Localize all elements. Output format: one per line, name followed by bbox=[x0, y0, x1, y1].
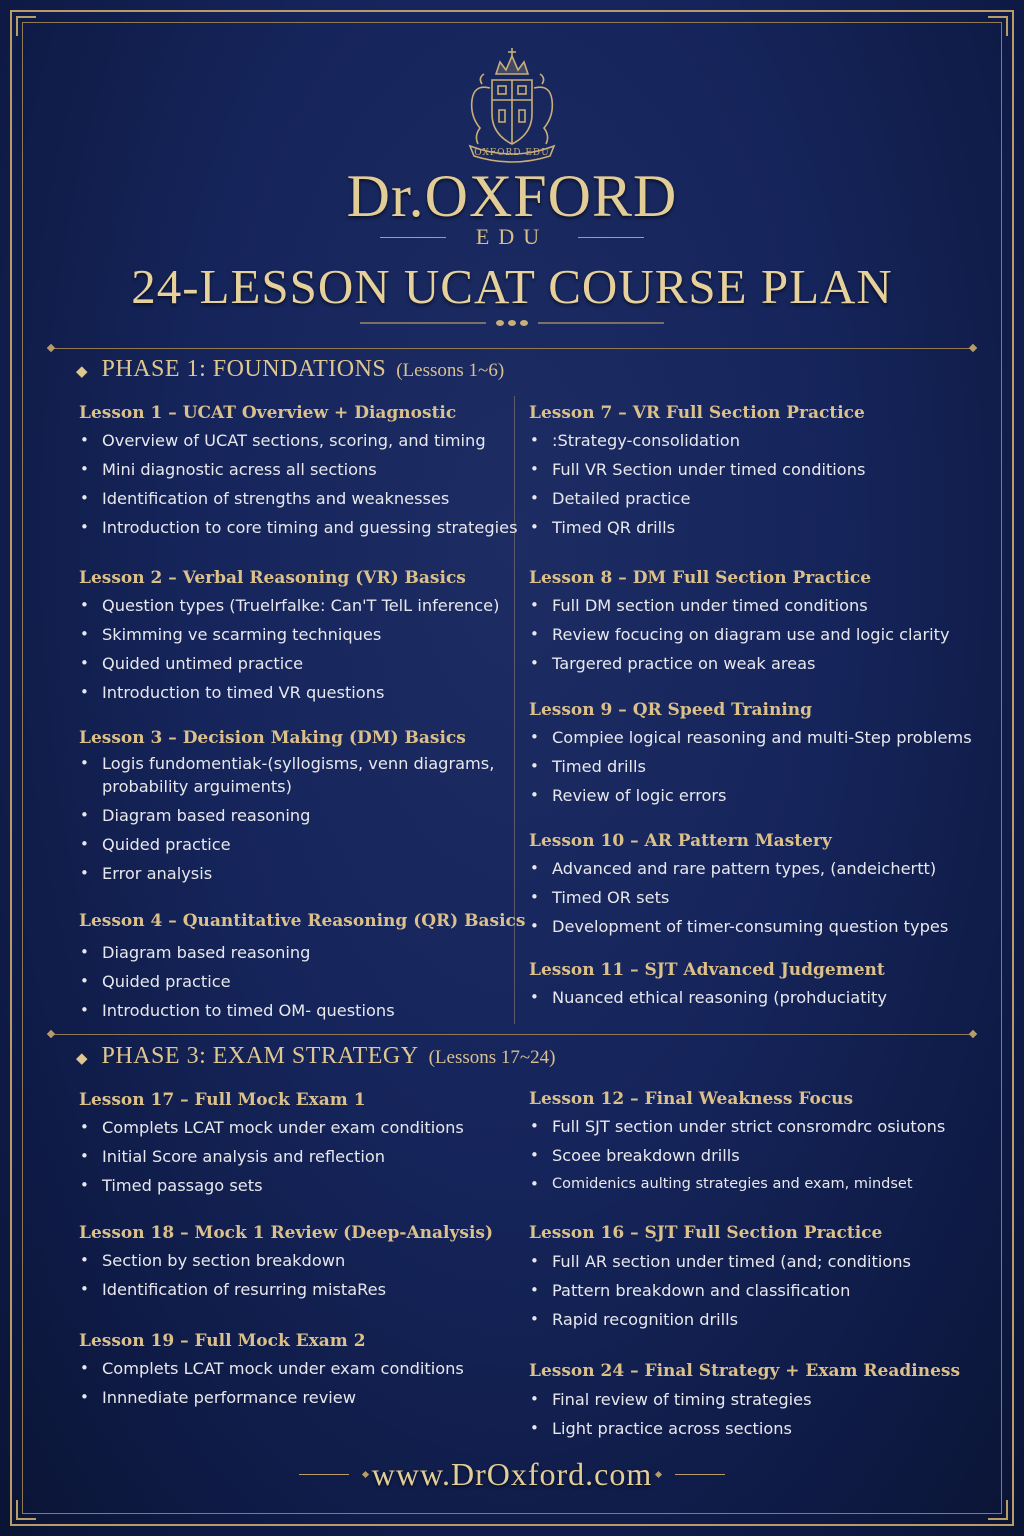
lesson-12 bbox=[529, 1089, 945, 1199]
list-item: • Compiee logical reasoning and multi-Step problems bbox=[529, 723, 972, 752]
list-item: • Identification of strengths and weaknesses bbox=[79, 484, 518, 513]
lesson-bullets bbox=[79, 1354, 464, 1412]
lesson-bullets bbox=[529, 723, 972, 810]
lesson-bullets bbox=[529, 1247, 911, 1334]
list-item: • Complets LCAT mock under exam conditions bbox=[79, 1354, 464, 1383]
lesson-title: Lesson 24 – Final Strategy + Exam Readiness bbox=[529, 1361, 961, 1381]
list-item: • Initial Score analysis and reflection bbox=[79, 1142, 464, 1171]
lesson-title: Lesson 1 – UCAT Overview + Diagnostic bbox=[79, 403, 457, 423]
list-item: • Review focucing on diagram use and logic clarity bbox=[529, 620, 950, 649]
section-divider bbox=[50, 1034, 974, 1035]
lesson-10 bbox=[529, 831, 948, 941]
lesson-title: Lesson 11 – SJT Advanced Judgement bbox=[529, 960, 885, 980]
lesson-bullets bbox=[79, 426, 518, 542]
lesson-title: Lesson 18 – Mock 1 Review (Deep-Analysis) bbox=[79, 1223, 494, 1243]
list-item: • Introduction to timed VR questions bbox=[79, 678, 499, 707]
lesson-title: Lesson 17 – Full Mock Exam 1 bbox=[79, 1090, 366, 1110]
lesson-bullets bbox=[79, 591, 499, 707]
list-item: • Scoee breakdown drills bbox=[529, 1141, 945, 1170]
lesson-19 bbox=[79, 1331, 464, 1412]
phase-3-heading bbox=[76, 1043, 555, 1073]
frame-corner bbox=[988, 1500, 1008, 1520]
lesson-9 bbox=[529, 700, 972, 810]
lesson-2 bbox=[79, 568, 499, 707]
lesson-title: Lesson 10 – AR Pattern Mastery bbox=[529, 831, 832, 851]
list-item: • Full SJT section under strict consromdrc osiutons bbox=[529, 1112, 945, 1141]
lesson-bullets bbox=[529, 1112, 945, 1199]
website-link[interactable]: www.DrOxford.com bbox=[371, 1455, 653, 1492]
list-item: • Complets LCAT mock under exam conditions bbox=[79, 1113, 464, 1142]
lesson-17 bbox=[79, 1090, 464, 1200]
lesson-bullets bbox=[529, 426, 865, 542]
list-item: • Light practice across sections bbox=[529, 1414, 960, 1443]
lesson-3 bbox=[79, 728, 502, 888]
ornament-line bbox=[675, 1474, 725, 1475]
list-item: • Full DM section under timed conditions bbox=[529, 591, 950, 620]
phase-title: PHASE 1: FOUNDATIONS bbox=[101, 356, 387, 382]
list-item: • Timed drills bbox=[529, 752, 972, 781]
section-divider bbox=[50, 348, 974, 349]
lesson-title: Lesson 9 – QR Speed Training bbox=[529, 700, 813, 720]
ornament-dot bbox=[655, 1470, 662, 1477]
lesson-bullets bbox=[529, 854, 948, 941]
lesson-bullets bbox=[79, 752, 502, 888]
list-item: • Error analysis bbox=[79, 859, 502, 888]
lesson-16 bbox=[529, 1223, 911, 1334]
lesson-title: Lesson 2 – Verbal Reasoning (VR) Basics bbox=[79, 568, 466, 588]
lesson-title: Lesson 19 – Full Mock Exam 2 bbox=[79, 1331, 366, 1351]
lesson-8 bbox=[529, 568, 950, 678]
list-item: • Introduction to timed OM- questions bbox=[79, 996, 525, 1025]
lesson-1 bbox=[79, 403, 518, 542]
lesson-title: Lesson 3 – Decision Making (DM) Basics bbox=[79, 728, 466, 748]
list-item: • Rapid recognition drills bbox=[529, 1305, 911, 1334]
lesson-18 bbox=[79, 1223, 493, 1304]
list-item: • Innnediate performance review bbox=[79, 1383, 464, 1412]
lesson-title: Lesson 12 – Final Weakness Focus bbox=[529, 1089, 854, 1109]
frame-corner bbox=[988, 16, 1008, 36]
list-item: • Pattern breakdown and classification bbox=[529, 1276, 911, 1305]
list-item: • Full AR section under timed (and; conditions bbox=[529, 1247, 911, 1276]
lesson-bullets bbox=[529, 1385, 960, 1443]
brand-sub: EDU bbox=[475, 224, 549, 249]
list-item: • Skimming ve scarming techniques bbox=[79, 620, 499, 649]
list-item: • Full VR Section under timed conditions bbox=[529, 455, 865, 484]
lesson-bullets bbox=[79, 1246, 493, 1304]
frame-corner bbox=[16, 1500, 36, 1520]
frame-corner bbox=[16, 16, 36, 36]
lesson-4 bbox=[79, 911, 525, 1025]
phase-range: (Lessons 1~6) bbox=[396, 360, 505, 381]
ornament-line bbox=[299, 1474, 349, 1475]
lesson-title: Lesson 4 – Quantitative Reasoning (QR) Basics bbox=[79, 911, 526, 931]
lesson-title: Lesson 8 – DM Full Section Practice bbox=[529, 568, 872, 588]
list-item: • Quided practice bbox=[79, 967, 525, 996]
crest-motto: OXFORD EDU bbox=[474, 148, 550, 158]
lesson-bullets bbox=[79, 938, 525, 1025]
list-item: • Diagram based reasoning bbox=[79, 938, 525, 967]
list-item: • Nuanced ethical reasoning (prohduciatity bbox=[529, 983, 887, 1012]
page-title: 24-LESSON UCAT COURSE PLAN bbox=[131, 259, 893, 314]
list-item: • Logis fundomentiak-(syllogisms, venn diagrams, probability arguiments) bbox=[79, 752, 502, 798]
list-item: • Final review of timing strategies bbox=[529, 1385, 960, 1414]
list-item: • Comidenics aulting strategies and exam, mindset bbox=[529, 1170, 945, 1199]
brand-name: Dr.OXFORD bbox=[346, 163, 678, 229]
lesson-title: Lesson 7 – VR Full Section Practice bbox=[529, 403, 865, 423]
lesson-bullets bbox=[79, 1113, 464, 1200]
list-item: • Targered practice on weak areas bbox=[529, 649, 950, 678]
phase-title: PHASE 3: EXAM STRATEGY bbox=[101, 1043, 419, 1069]
lesson-bullets bbox=[529, 591, 950, 678]
lesson-bullets bbox=[529, 983, 887, 1012]
lesson-7 bbox=[529, 403, 865, 542]
list-item: • Advanced and rare pattern types, (andeichertt) bbox=[529, 854, 948, 883]
list-item: • Overview of UCAT sections, scoring, and timing bbox=[79, 426, 518, 455]
list-item: • Identification of resurring mistaRes bbox=[79, 1275, 493, 1304]
list-item: • Introduction to core timing and guessing strategies bbox=[79, 513, 518, 542]
list-item: • Development of timer-consuming question types bbox=[529, 912, 948, 941]
list-item: • Section by section breakdown bbox=[79, 1246, 493, 1275]
list-item: • Quided untimed practice bbox=[79, 649, 499, 678]
footer bbox=[0, 1454, 1024, 1494]
phase-1-heading bbox=[76, 356, 504, 386]
list-item: • :Strategy-consolidation bbox=[529, 426, 865, 455]
list-item: • Question types (Truelrfalke: Can'T TelL inference) bbox=[79, 591, 499, 620]
list-item: • Timed OR sets bbox=[529, 883, 948, 912]
title-ornament bbox=[360, 316, 664, 330]
ornament-line bbox=[578, 237, 644, 238]
list-item: • Review of logic errors bbox=[529, 781, 972, 810]
lesson-24 bbox=[529, 1361, 960, 1443]
list-item: • Timed passago sets bbox=[79, 1171, 464, 1200]
diamond-icon: ◆ bbox=[76, 362, 88, 380]
brand-sub-group bbox=[380, 224, 644, 250]
list-item: • Quided practice bbox=[79, 830, 502, 859]
diamond-icon: ◆ bbox=[76, 1049, 88, 1067]
list-item: • Detailed practice bbox=[529, 484, 865, 513]
lesson-title: Lesson 16 – SJT Full Section Practice bbox=[529, 1223, 883, 1243]
list-item: • Diagram based reasoning bbox=[79, 801, 502, 830]
ornament-dot bbox=[362, 1470, 369, 1477]
list-item: • Timed QR drills bbox=[529, 513, 865, 542]
phase-range: (Lessons 17~24) bbox=[428, 1047, 556, 1068]
list-item: • Mini diagnostic acress all sections bbox=[79, 455, 518, 484]
lesson-11 bbox=[529, 960, 887, 1012]
